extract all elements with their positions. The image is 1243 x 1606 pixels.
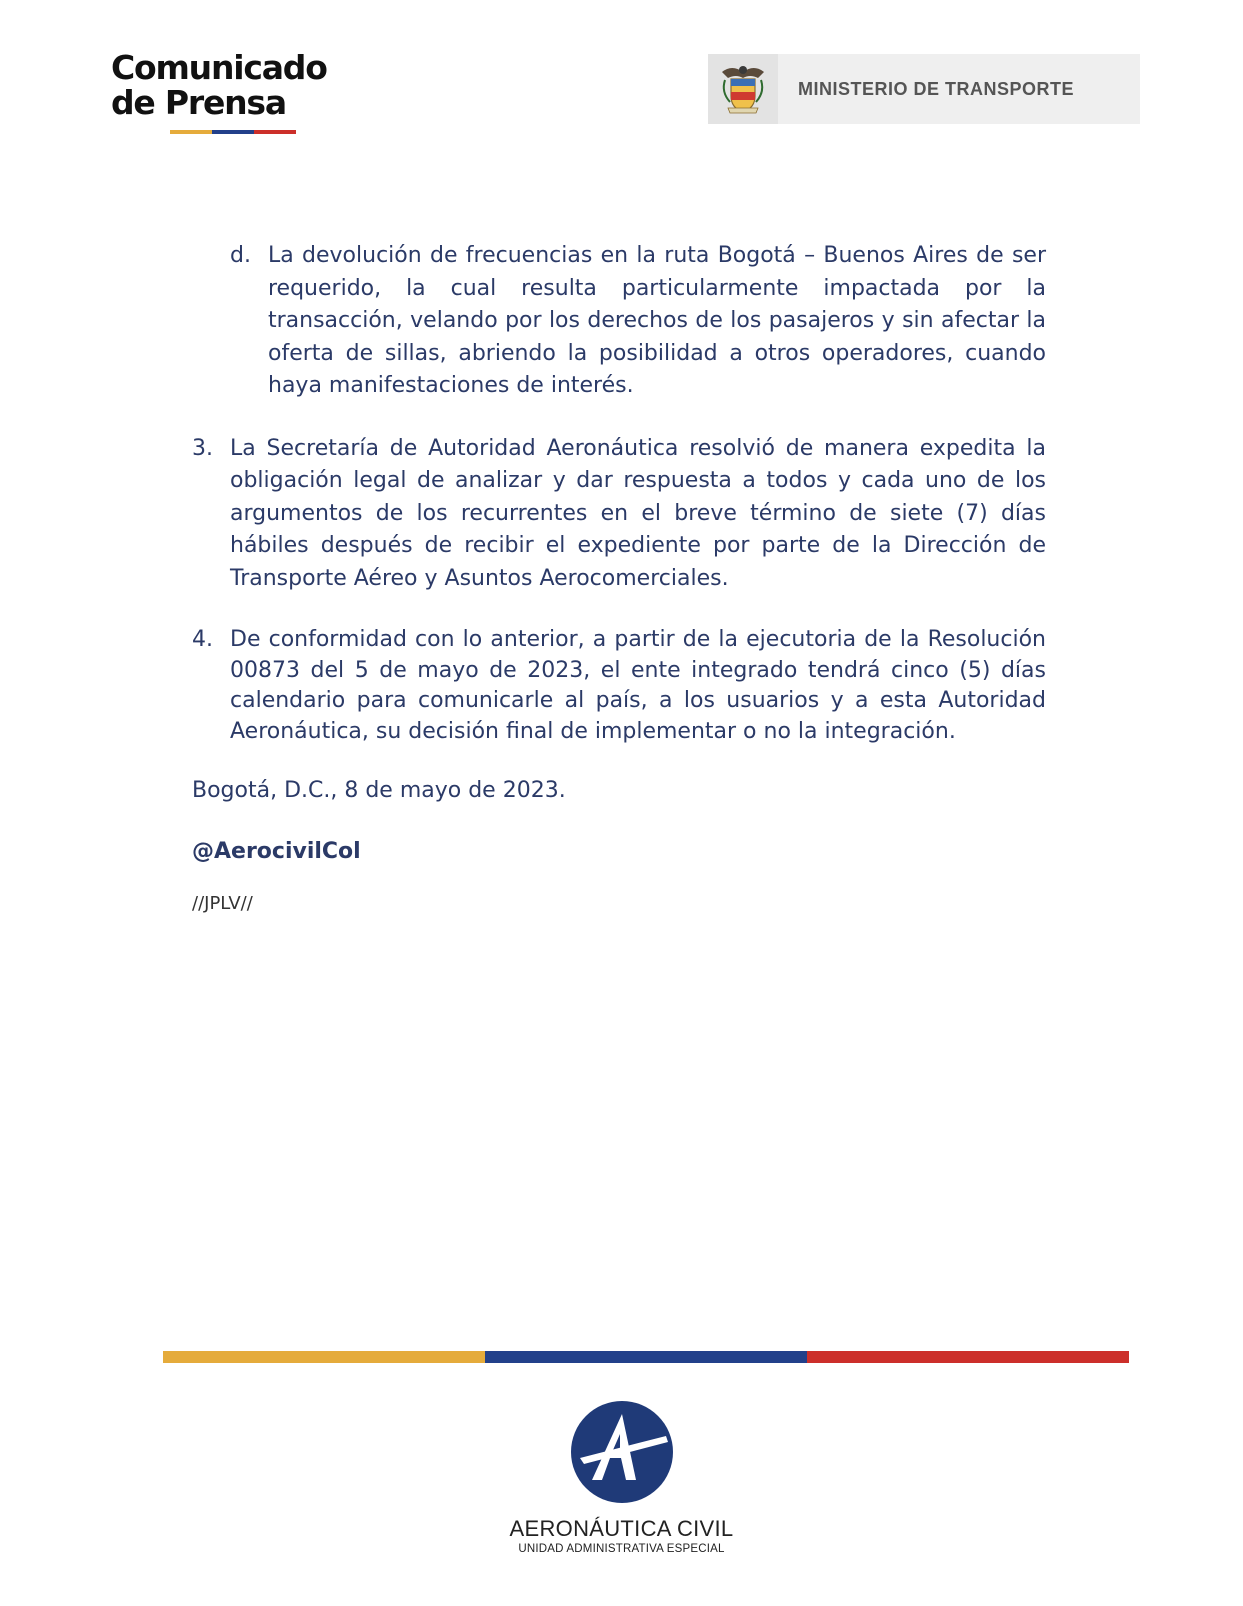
crest-container <box>708 54 778 124</box>
aerocivil-logo <box>0 1400 1243 1555</box>
list-item-d-text: La devolución de frecuencias en la ruta Bogotá – Buenos Aires de ser requerido, la cual resulta particularmente impactada por la transacción, velando por los derechos de los pasajeros y sin afectar la oferta de sillas, abriendo la posibilidad a otros operadores, cuando haya manifestaciones de interés. <box>268 243 1046 398</box>
brand-name: AERONÁUTICA CIVIL <box>509 1516 734 1541</box>
list-marker-3: 3. <box>192 435 213 461</box>
coat-of-arms-icon <box>718 62 768 116</box>
list-item-4-text: De conformidad con lo anterior, a partir de la ejecutoria de la Resolución 00873 del 5 de mayo de 2023, el ente integrado tendrá cinco (5) días calendario para comunicarle al país, a los usuarios y a esta Autoridad Aeronáutica, su decisión final de implementar o no la integración. <box>230 627 1046 744</box>
list-item-3 <box>192 433 1046 596</box>
author-initials: //JPLV// <box>192 893 253 914</box>
release-body <box>192 240 1046 921</box>
list-item-4 <box>192 625 1046 747</box>
ministry-banner <box>708 54 1140 124</box>
twitter-handle: @AerocivilCol <box>192 838 361 864</box>
title-line-2: de Prensa <box>111 83 286 122</box>
list-marker-d: d. <box>230 243 251 268</box>
footer-tricolor-stripe <box>163 1351 1129 1363</box>
list-marker-4: 4. <box>192 627 213 652</box>
list-item-d <box>230 240 1046 403</box>
release-date: Bogotá, D.C., 8 de mayo de 2023. <box>192 778 566 803</box>
press-release-title <box>111 50 327 120</box>
brand-subtitle: UNIDAD ADMINISTRATIVA ESPECIAL <box>518 1543 725 1555</box>
title-line-1: Comunicado <box>111 48 327 87</box>
list-item-3-text: La Secretaría de Autoridad Aeronáutica resolvió de manera expedita la obligación legal de analizar y dar respuesta a todos y cada uno de los argumentos de los recurrentes en el breve término de siete (7) días hábiles después de recibir el expediente por parte de la Dirección de Transporte Aéreo y Asuntos Aerocomerciales. <box>230 435 1046 591</box>
aerocivil-a-icon <box>570 1400 674 1504</box>
ministry-name: MINISTERIO DE TRANSPORTE <box>798 78 1075 99</box>
title-tricolor-underline <box>170 130 296 134</box>
